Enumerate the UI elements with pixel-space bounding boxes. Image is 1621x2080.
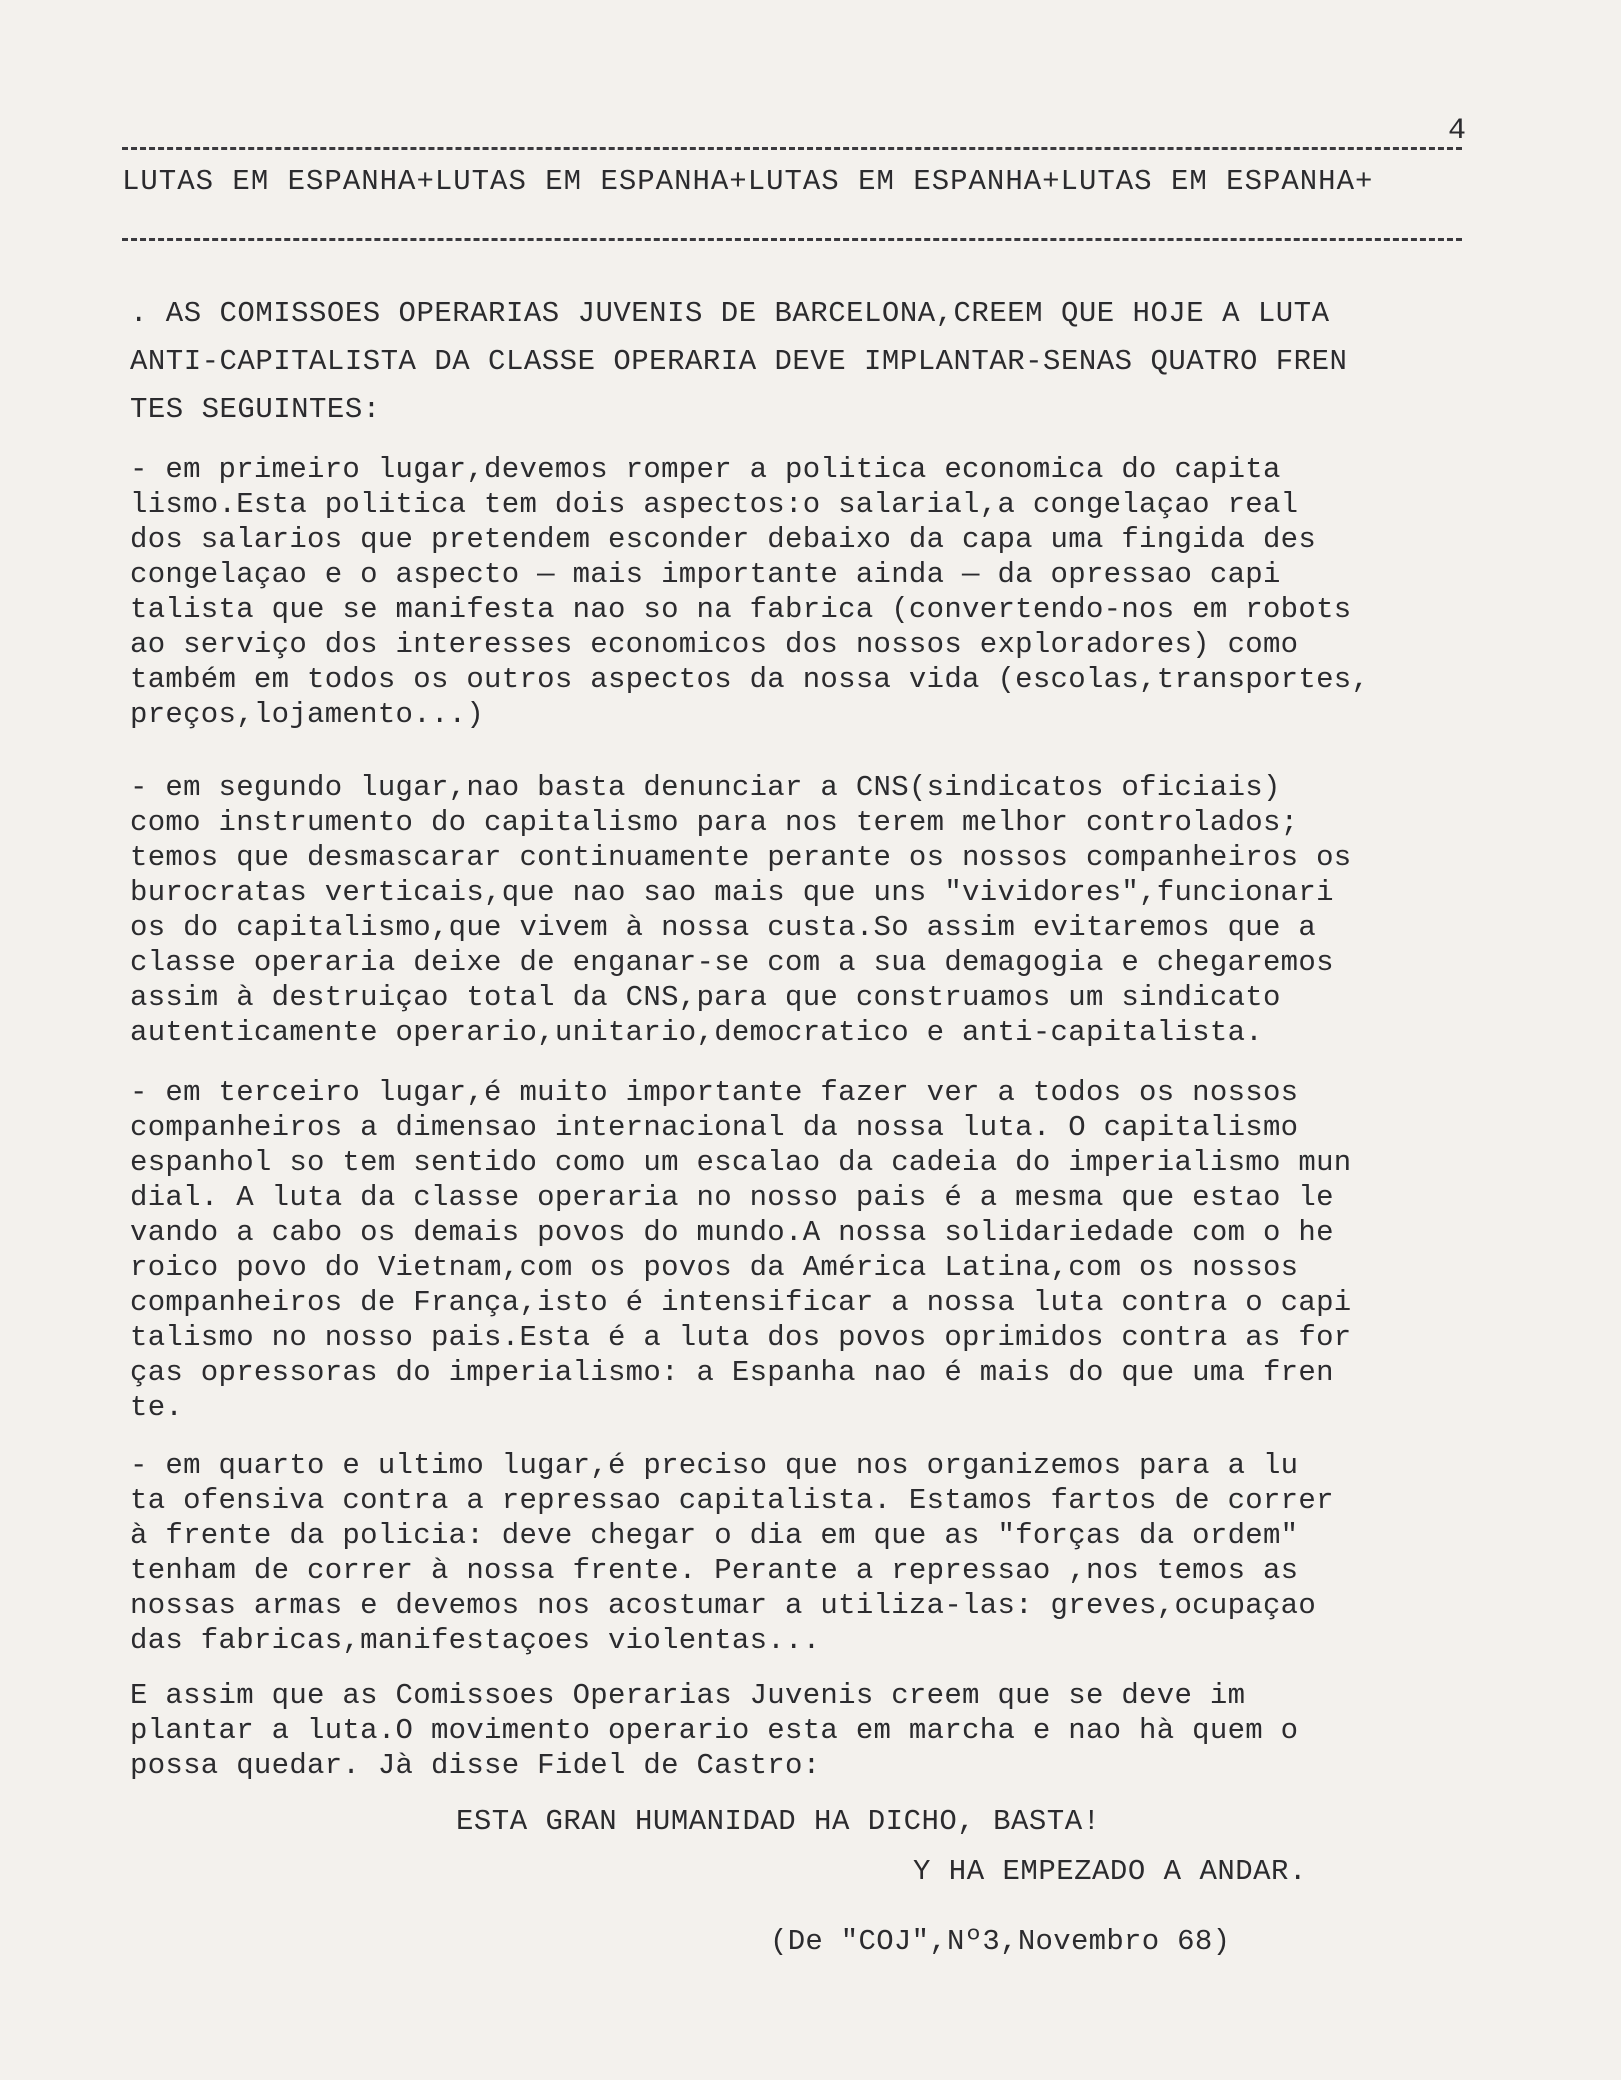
- header-rule-top: [122, 147, 1462, 150]
- header-rule-bottom: [122, 238, 1462, 241]
- quote-line-1: ESTA GRAN HUMANIDAD HA DICHO, BASTA!: [456, 1805, 1101, 1838]
- paragraph-second-point: [130, 770, 1490, 1050]
- page-number: 4: [1448, 114, 1467, 148]
- paragraph-first-point: [130, 452, 1490, 732]
- paragraph-text: - em segundo lugar,nao basta denunciar a CNS(sindicatos oficiais) como instrumento do capitalismo para nos terem melhor controlados; temos que desmascarar continuamente perante os nossos companheiros os burocratas verticais,que nao sao mais que uns "vividores",funcionari os do capitalismo,que vivem à nossa custa.So assim evitaremos que a classe operaria deixe de enganar-se com a sua demagogia e chegaremos assim à destruiçao total da CNS,para que construamos um sindicato autenticamente operario,unitario,democratico e anti-capitalista.: [130, 771, 1352, 1049]
- intro-paragraph: [130, 290, 1480, 434]
- paragraph-text: - em primeiro lugar,devemos romper a politica economica do capita lismo.Esta politica tem dois aspectos:o salarial,a congelaçao real dos salarios que pretendem esconder debaixo da capa uma fingida des congelaçao e o aspecto — mais importante ainda — da opressao capi talista que se manifesta nao so na fabrica (convertendo-nos em robots ao serviço dos interesses economicos dos nossos exploradores) como também em todos os outros aspectos da nossa vida (escolas,transportes, preços,lojamento...): [130, 453, 1370, 731]
- paragraph-conclusion: [130, 1678, 1490, 1783]
- paragraph-text: E assim que as Comissoes Operarias Juvenis creem que se deve im plantar a luta.O movimento operario esta em marcha e nao hà quem o possa quedar. Jà disse Fidel de Castro:: [130, 1679, 1299, 1782]
- quote-line-2: Y HA EMPEZADO A ANDAR.: [913, 1855, 1307, 1888]
- paragraph-fourth-point: [130, 1448, 1490, 1658]
- paragraph-text: - em quarto e ultimo lugar,é preciso que nos organizemos para a lu ta ofensiva contra a repressao capitalista. Estamos fartos de correr à frente da policia: deve chegar o dia em que as "forças da ordem" tenham de correr à nossa frente. Perante a repressao ,nos temos as nossas armas e devemos nos acostumar a utiliza-las: greves,ocupaçao das fabricas,manifestaçoes violentas...: [130, 1449, 1334, 1657]
- paragraph-text: - em terceiro lugar,é muito importante fazer ver a todos os nossos companheiros a dimensao internacional da nossa luta. O capitalismo espanhol so tem sentido como um escalao da cadeia do imperialismo mun dial. A luta da classe operaria no nosso pais é a mesma que estao le vando a cabo os demais povos do mundo.A nossa solidariedade com o he roico povo do Vietnam,com os povos da América Latina,com os nossos companheiros de França,isto é intensificar a nossa luta contra o capi talismo no nosso pais.Esta é a luta dos povos oprimidos contra as for ças opressoras do imperialismo: a Espanha nao é mais do que uma fren te.: [130, 1076, 1352, 1424]
- intro-text: . AS COMISSOES OPERARIAS JUVENIS DE BARCELONA,CREEM QUE HOJE A LUTA ANTI-CAPITALISTA DA CLASSE OPERARIA DEVE IMPLANTAR-SENAS QUATRO FREN TES SEGUINTES:: [130, 297, 1348, 426]
- paragraph-third-point: [130, 1075, 1490, 1425]
- header-title: LUTAS EM ESPANHA+LUTAS EM ESPANHA+LUTAS EM ESPANHA+LUTAS EM ESPANHA+: [122, 165, 1374, 198]
- source-citation: (De "COJ",Nº3,Novembro 68): [770, 1925, 1231, 1958]
